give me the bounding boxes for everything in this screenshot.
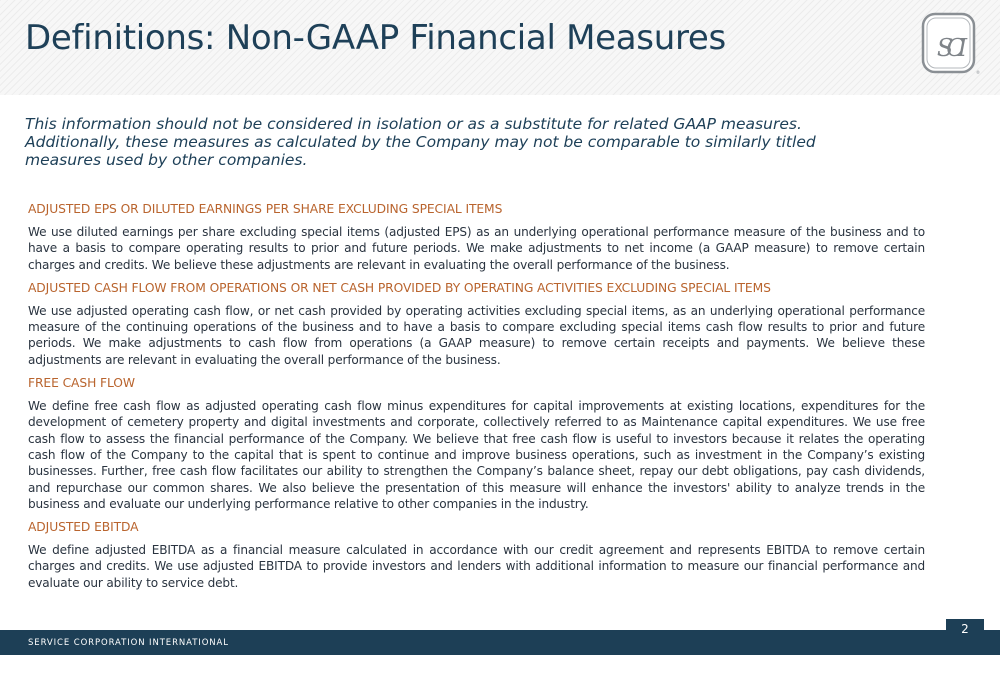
page-number: 2: [961, 622, 969, 636]
section-text: We use adjusted operating cash flow, or net cash provided by operating activities excluding special items, as an underlying operational performance measure of the continuing operations of the business and to have a basis to compare excluding special items cash flow results to prior and future periods. We make adjustments to cash flow from operations (a GAAP measure) to remove certain receipts and payments. We believe these adjustments are relevant in evaluating the overall performance of the business.: [28, 303, 925, 367]
section-heading: FREE CASH FLOW: [28, 376, 135, 391]
sci-monogram-logo: [921, 12, 979, 76]
definition-adjusted-ebitda: [28, 519, 925, 591]
section-text: We define adjusted EBITDA as a financial measure calculated in accordance with our credit agreement and represents EBITDA to remove certain charges and credits. We use adjusted EBITDA to provide investors and lenders with additional information to measure our financial performance and evaluate our ability to service debt.: [28, 543, 925, 590]
definition-adjusted-eps: [28, 201, 925, 273]
disclaimer-text: This information should not be considered in isolation or as a substitute for related GAAP measures. Additionally, these measures as calculated by the Company may not be comparable to similarly titled measures used by other companies.: [25, 115, 816, 169]
definition-free-cash-flow: [28, 375, 925, 512]
section-text: We use diluted earnings per share excluding special items (adjusted EPS) as an underlying operational performance measure of the business and to have a basis to compare operating results to prior and future periods. We make adjustments to net income (a GAAP measure) to remove certain charges and credits. We believe these adjustments are relevant in evaluating the overall performance of the business.: [28, 225, 925, 272]
section-heading: ADJUSTED EBITDA: [28, 520, 139, 535]
slide-title: Definitions: Non-GAAP Financial Measures: [25, 18, 726, 58]
section-heading: ADJUSTED CASH FLOW FROM OPERATIONS OR NET CASH PROVIDED BY OPERATING ACTIVITIES EXCLUDING SPECIAL ITEMS: [28, 280, 771, 295]
section-text: We define free cash flow as adjusted operating cash flow minus expenditures for capital improvements at existing locations, expenditures for the development of cemetery property and digital investments and corporate, collectively referred to as Maintenance capital expenditures. We use free cash flow to assess the financial performance of the Company. We believe that free cash flow is useful to investors because it relates the operating cash flow of the Company to the capital that is spent to continue and improve business operations, such as investment in the Company’s existing businesses. Further, free cash flow facilitates our ability to strengthen the Company’s balance sheet, repay our debt obligations, pay cash dividends, and repurchase our common shares. We also believe the presentation of this measure will enhance the investors' ability to analyze trends in the business and evaluate our underlying performance relative to other companies in the industry.: [28, 399, 925, 511]
definition-adjusted-cash-flow: [28, 280, 925, 368]
section-heading: ADJUSTED EPS OR DILUTED EARNINGS PER SHARE EXCLUDING SPECIAL ITEMS: [28, 202, 503, 216]
definitions-list: [28, 201, 925, 598]
footer-company-name: SERVICE CORPORATION INTERNATIONAL: [28, 638, 229, 648]
svg-text:®: ®: [976, 70, 980, 75]
svg-text:SCI: SCI: [936, 34, 961, 62]
